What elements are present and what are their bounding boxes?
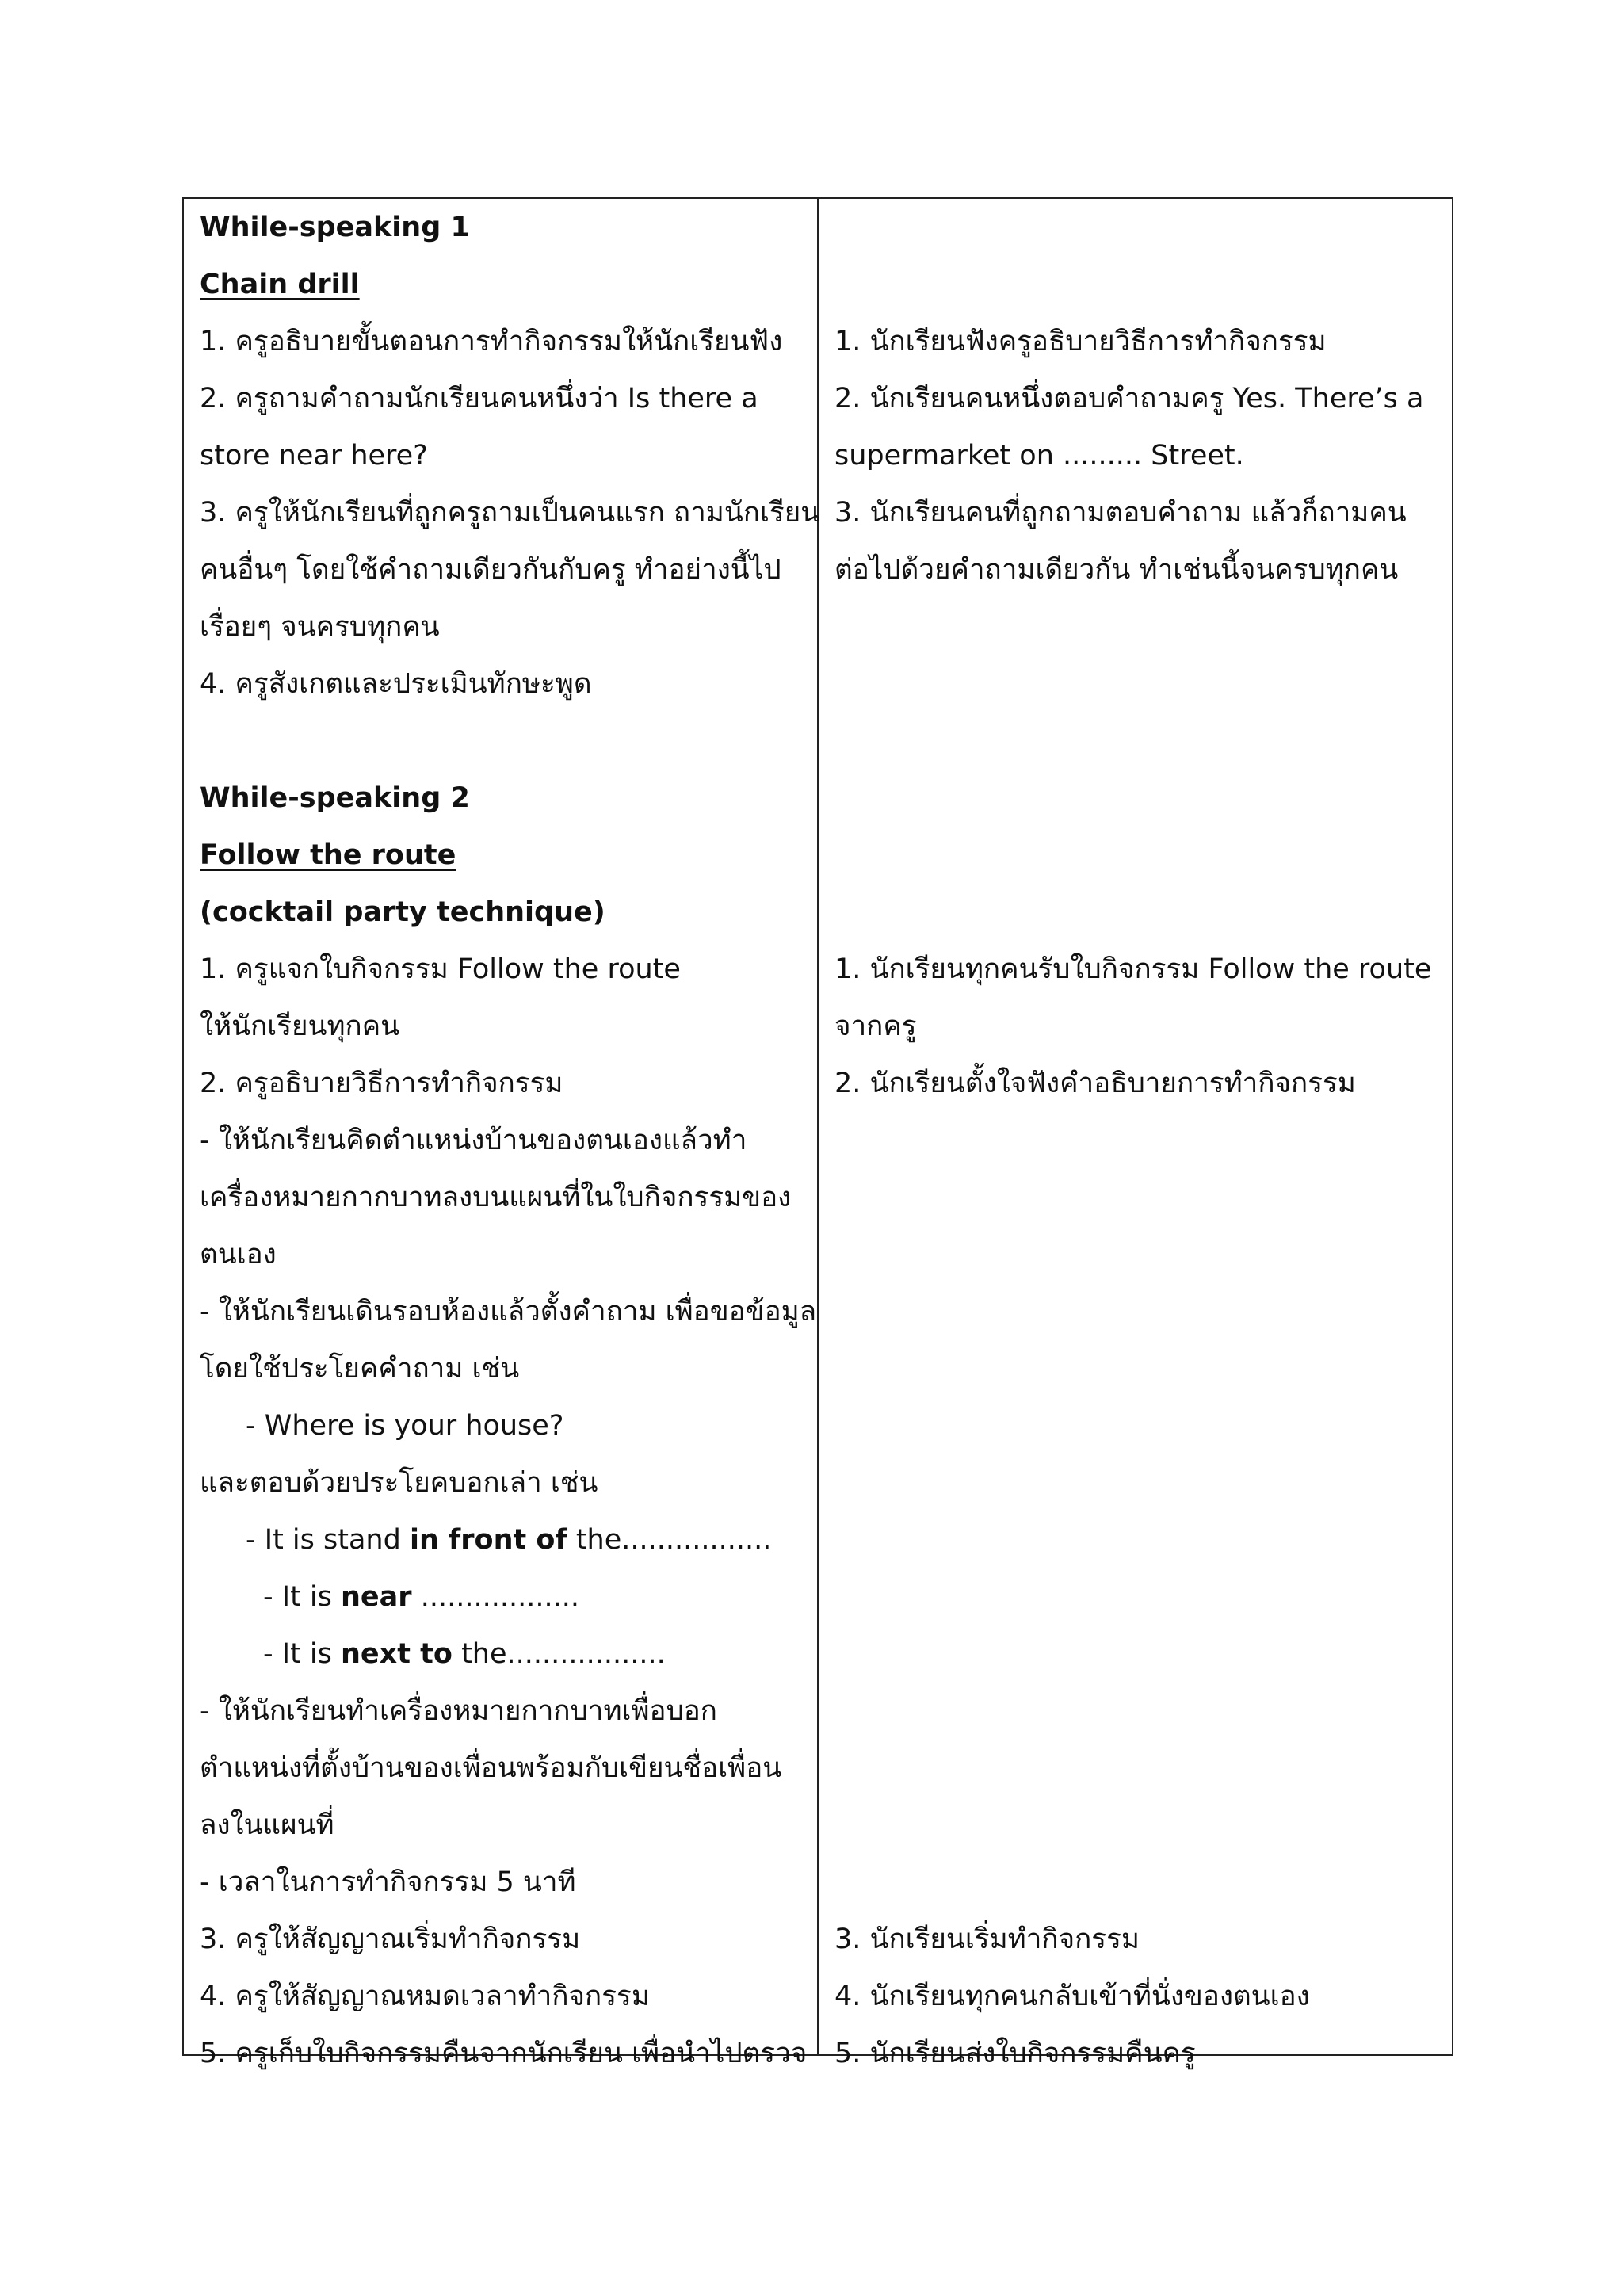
teacher-step: เครื่องหมายกากบาทลงบนแผนที่ในใบกิจกรรมของ [200,1182,792,1213]
activity-technique: (cocktail party technique) [200,896,605,928]
section-heading-while-speaking-1: While-speaking 1 [200,212,470,243]
example-answer [246,1511,771,1568]
teacher-step: - ให้นักเรียนเดินรอบห้องแล้วตั้งคำถาม เพื่อขอข้อมูล [200,1296,817,1328]
teacher-step: 1. ครูแจกใบกิจกรรม Follow the route [200,953,681,985]
student-step: 2. นักเรียนคนหนึ่งตอบคำถามครู Yes. There’s a [834,383,1424,415]
student-step: 3. นักเรียนเริ่มทำกิจกรรม [834,1924,1140,1955]
teacher-activities-column [184,199,820,2069]
student-step: จากครู [834,1010,917,1042]
teacher-step: 3. ครูให้สัญญาณเริ่มทำกิจกรรม [200,1924,581,1955]
teacher-step: 2. ครูอธิบายวิธีการทำกิจกรรม [200,1068,563,1099]
student-step: 1. นักเรียนทุกคนรับใบกิจกรรม Follow the route [834,953,1432,985]
teacher-step: - ให้นักเรียนคิดตำแหน่งบ้านของตนเองแล้วทำ [200,1125,747,1156]
teacher-step: 4. ครูสังเกตและประเมินทักษะพูด [200,668,592,700]
example-answer-keyword: near [341,1581,412,1613]
teacher-step: ให้นักเรียนทุกคน [200,1010,400,1042]
teacher-step: 2. ครูถามคำถามนักเรียนคนหนึ่งว่า Is there a [200,383,758,415]
student-step: supermarket on ......... Street. [834,440,1244,472]
example-answer-post: .................. [411,1581,579,1613]
teacher-step: 3. ครูให้นักเรียนที่ถูกครูถามเป็นคนแรก ถามนักเรียน [200,497,820,529]
example-question: - Where is your house? [246,1410,564,1442]
example-answer-pre: - It is [263,1581,342,1613]
teacher-step: ตำแหน่งที่ตั้งบ้านของเพื่อนพร้อมกับเขียนชื่อเพื่อน [200,1752,782,1784]
student-step: 1. นักเรียนฟังครูอธิบายวิธีการทำกิจกรรม [834,326,1327,357]
teacher-step: เรื่อยๆ จนครบทุกคน [200,611,440,643]
teacher-step: - เวลาในการทำกิจกรรม 5 นาที [200,1866,576,1898]
student-step: 4. นักเรียนทุกคนกลับเข้าที่นั่งของตนเอง [834,1981,1310,2012]
example-answer-keyword: in front of [409,1524,567,1556]
teacher-step: 1. ครูอธิบายขั้นตอนการทำกิจกรรมให้นักเรียนฟัง [200,326,783,357]
teacher-step: 5. ครูเก็บใบกิจกรรมคืนจากนักเรียน เพื่อนำไปตรวจ [200,2038,808,2069]
example-answer-post: the................. [567,1524,772,1556]
teacher-step: - ให้นักเรียนทำเครื่องหมายกากบาทเพื่อบอก [200,1695,718,1727]
student-step: 5. นักเรียนส่งใบกิจกรรมคืนครู [834,2038,1196,2069]
student-step: 3. นักเรียนคนที่ถูกถามตอบคำถาม แล้วก็ถามคน [834,497,1407,529]
example-answer-pre: - It is [263,1638,342,1670]
teacher-step: และตอบด้วยประโยคบอกเล่า เช่น [200,1467,598,1499]
student-activities-column [819,199,1452,2069]
example-answer-pre: - It is stand [246,1524,410,1556]
example-answer [263,1568,579,1626]
activity-title-chain-drill: Chain drill [200,269,360,300]
lesson-plan-table [182,197,1453,2069]
student-step: ต่อไปด้วยคำถามเดียวกัน ทำเช่นนี้จนครบทุกคน [834,554,1399,586]
example-answer-post: the.................. [452,1638,666,1670]
example-answer-keyword: next to [341,1638,453,1670]
activity-title-follow-the-route: Follow the route [200,839,456,871]
student-step: 2. นักเรียนตั้งใจฟังคำอธิบายการทำกิจกรรม [834,1068,1356,1099]
teacher-step: ลงในแผนที่ [200,1809,334,1841]
teacher-step: 4. ครูให้สัญญาณหมดเวลาทำกิจกรรม [200,1981,650,2012]
teacher-step: โดยใช้ประโยคคำถาม เช่น [200,1353,520,1385]
section-heading-while-speaking-2: While-speaking 2 [200,782,470,814]
teacher-step: คนอื่นๆ โดยใช้คำถามเดียวกันกับครู ทำอย่างนี้ไป [200,554,781,586]
teacher-step: store near here? [200,440,428,472]
example-answer [263,1626,666,1683]
teacher-step: ตนเอง [200,1239,277,1270]
